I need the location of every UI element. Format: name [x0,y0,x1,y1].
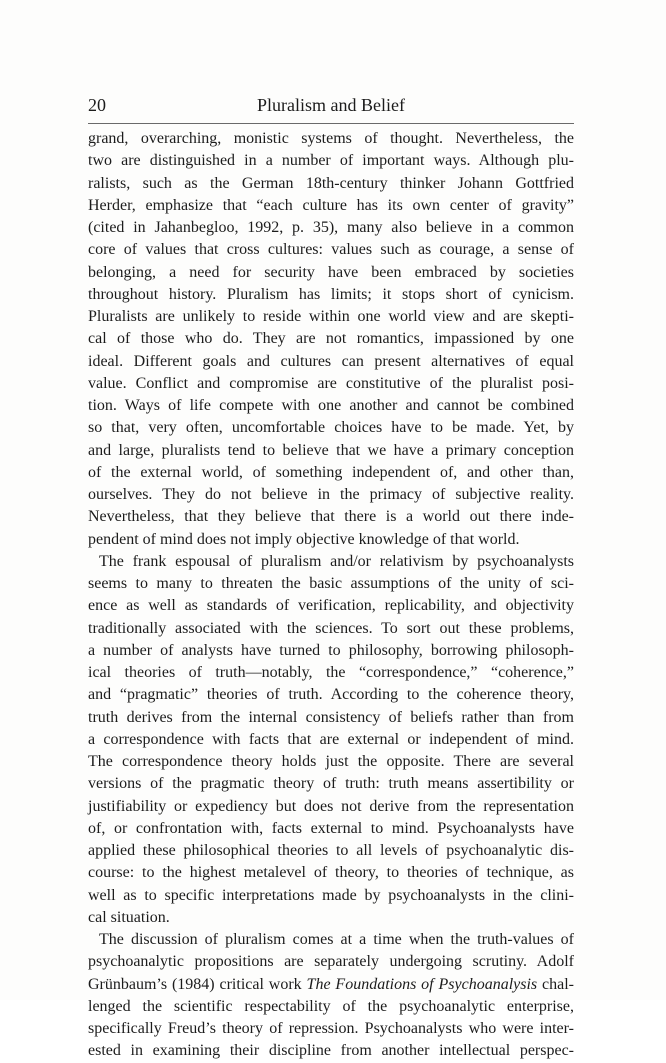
page-number: 20 [88,95,106,115]
text-fragment: Grünbaum’s (1984) critical work [88,975,307,993]
text-line: Herder, emphasize that “each culture has its own center of gravity” [88,196,574,214]
text-line: The frank espousal of pluralism and/or relativism by psychoanalysts [99,552,574,570]
text-line: belonging, a need for security have been embraced by societies [88,263,574,281]
text-line: cal of those who do. They are not romantics, impassioned by one [88,330,574,348]
text-line: Nevertheless, that they believe that there is a world out there inde- [88,508,574,526]
text-line: seems to many to threaten the basic assumptions of the unity of sci- [88,575,574,592]
text-line: ideal. Different goals and cultures can present alternatives of equal [88,352,574,370]
text-line: versions of the pragmatic theory of truth: truth means assertibility or [88,775,574,793]
text-line: ralists, such as the German 18th-century thinker Johann Gottfried [88,174,574,192]
text-fragment: chal- [537,975,575,993]
book-title: The Foundations of Psychoanalysis [306,975,538,993]
text-line: tion. Ways of life compete with one another and cannot be combined [88,397,574,414]
text-line: well as to specific interpretations made by psychoanalysts in the clini- [88,886,574,904]
text-line: throughout history. Pluralism has limits; it stops short of cynicism. [88,285,574,303]
text-line: The discussion of pluralism comes at a time when the truth-values of [99,931,574,948]
text-line: a correspondence with facts that are external or independent of mind. [88,730,574,748]
text-line: and “pragmatic” theories of truth. According to the coherence theory, [88,686,574,704]
text-line: ence as well as standards of verification, replicability, and objectivity [88,597,574,615]
text-line: value. Conflict and compromise are constitutive of the pluralist posi- [88,374,574,392]
text-line: grand, overarching, monistic systems of thought. Nevertheless, the [88,130,574,147]
text-line: truth derives from the internal consistency of beliefs rather than from [88,708,574,726]
text-line: ical theories of truth—notably, the “correspondence,” “coherence,” [88,664,574,681]
text-line: specifically Freud’s theory of repression. Psychoanalysts who were inter- [88,1020,574,1037]
text-line: justifiability or expediency but does not derive from the representation [88,797,574,815]
text-line: cal situation. [88,908,170,926]
text-line: The correspondence theory holds just the opposite. There are several [88,753,574,770]
body-text [88,128,574,1063]
text-line: a number of analysts have turned to philosophy, borrowing philosoph- [88,641,574,659]
text-line: Pluralists are unlikely to reside within one world view and are skepti- [88,308,574,325]
text-line: ourselves. They do not believe in the primacy of subjective reality. [88,486,574,503]
header-rule [88,123,574,124]
text-line: pendent of mind does not imply objective knowledge of that world. [88,530,520,548]
text-line: applied these philosophical theories to all levels of psychoanalytic dis- [88,842,574,859]
running-title: Pluralism and Belief [257,95,405,115]
running-head [88,92,574,118]
text-line: core of values that cross cultures: values such as courage, a sense of [88,241,574,259]
text-line: and large, pluralists tend to believe that we have a primary conception [88,441,574,459]
text-line: ested in examining their discipline from another intellectual perspec- [88,1042,574,1060]
text-line: lenged the scientific respectability of the psychoanalytic enterprise, [88,997,574,1015]
text-line: of, or confrontation with, facts external to mind. Psychoanalysts have [88,819,574,837]
text-line: of the external world, of something independent of, and other than, [88,463,574,481]
text-line: so that, very often, uncomfortable choices have to be made. Yet, by [88,419,574,437]
text-line: psychoanalytic propositions are separately undergoing scrutiny. Adolf [88,953,574,971]
text-line-with-title [88,974,574,996]
text-line: (cited in Jahanbegloo, 1992, p. 35), many also believe in a common [88,219,574,236]
text-line: two are distinguished in a number of important ways. Although plu- [88,152,574,170]
text-line: traditionally associated with the sciences. To sort out these problems, [88,619,574,637]
text-line: course: to the highest metalevel of theory, to theories of technique, as [88,864,574,882]
